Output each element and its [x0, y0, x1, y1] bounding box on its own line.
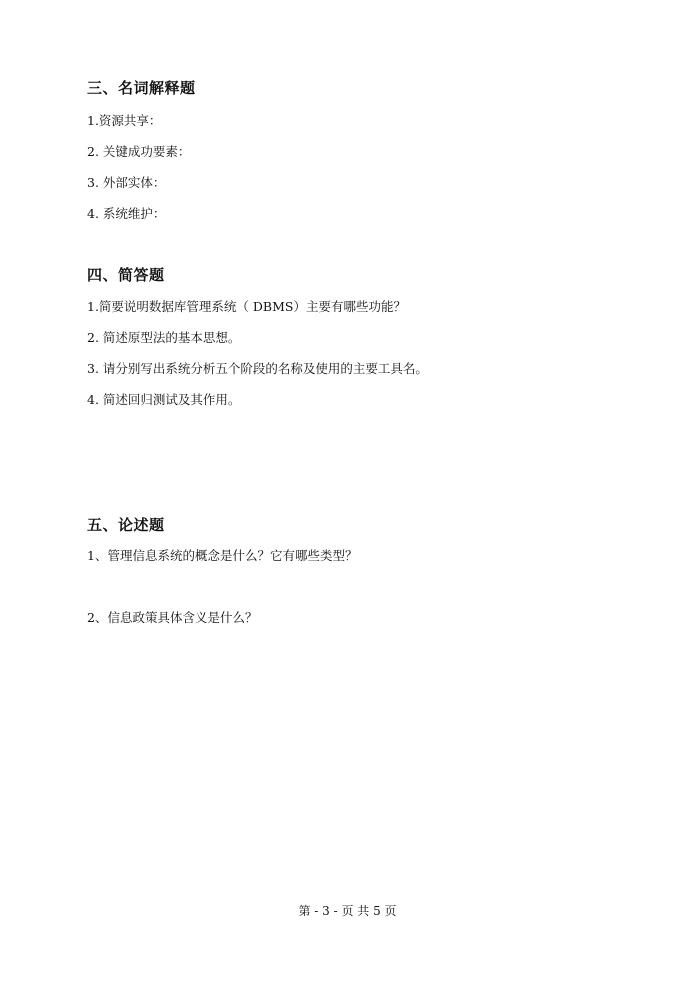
page-footer: 第 - 3 - 页 共 5 页 [298, 904, 397, 918]
question-item: 1.资源共享： [87, 113, 162, 128]
section-heading-short-answer: 四、简答题 [87, 266, 165, 284]
question-item: 4. 简述回归测试及其作用。 [87, 392, 241, 407]
section-heading-terms: 三、名词解释题 [87, 79, 196, 97]
question-item: 2、信息政策具体含义是什么？ [87, 610, 258, 625]
question-item: 4. 系统维护： [87, 206, 166, 221]
section-heading-essay: 五、论述题 [87, 516, 165, 534]
question-item: 3. 请分别写出系统分析五个阶段的名称及使用的主要工具名。 [87, 361, 428, 376]
question-item: 2. 简述原型法的基本思想。 [87, 330, 241, 345]
question-item: 1、管理信息系统的概念是什么？它有哪些类型？ [87, 548, 358, 563]
question-item: 2. 关键成功要素： [87, 144, 191, 159]
question-item: 3. 外部实体： [87, 175, 166, 190]
question-item: 1.简要说明数据库管理系统（ DBMS）主要有哪些功能？ [87, 299, 406, 314]
